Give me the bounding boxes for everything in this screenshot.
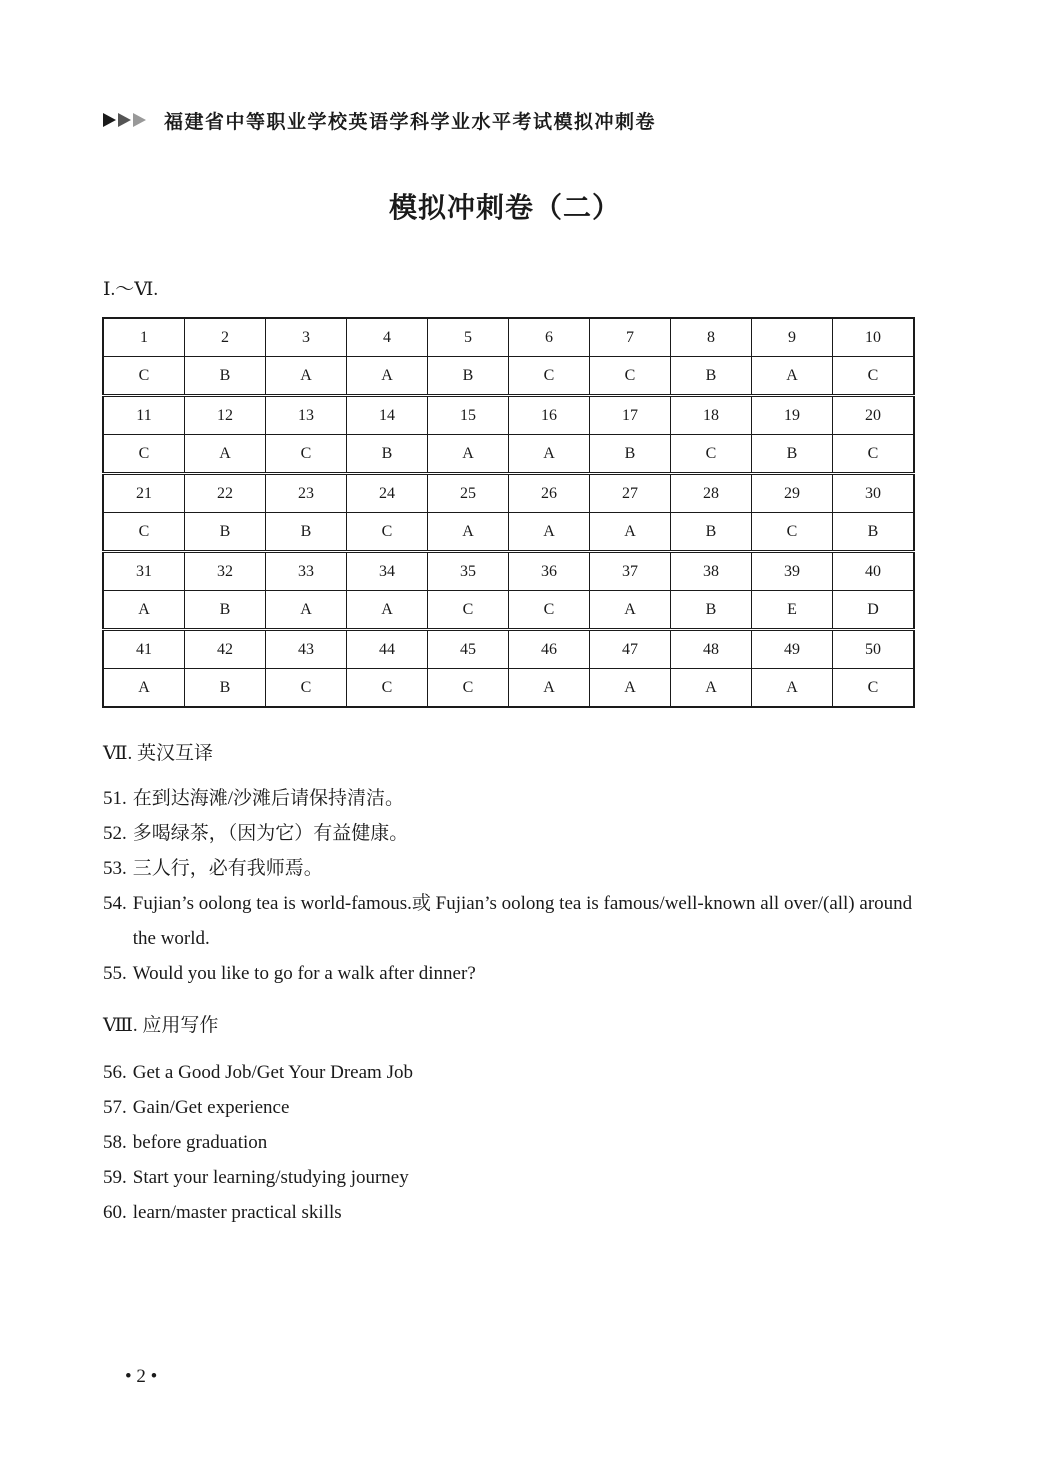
writing-list <box>103 1055 413 1230</box>
question-number-cell: 50 <box>833 630 915 669</box>
question-number-cell: 26 <box>509 474 590 513</box>
question-number-cell: 39 <box>752 552 833 591</box>
answer-cell: A <box>103 591 185 630</box>
answer-item <box>103 781 923 816</box>
answer-cell: B <box>185 669 266 708</box>
question-number-cell: 16 <box>509 396 590 435</box>
question-number-cell: 34 <box>347 552 428 591</box>
answer-cell: A <box>752 669 833 708</box>
question-number-cell: 38 <box>671 552 752 591</box>
question-number-cell: 47 <box>590 630 671 669</box>
answer-cell: C <box>671 435 752 474</box>
answer-cell: C <box>103 435 185 474</box>
answer-cell: A <box>103 669 185 708</box>
answer-cell: A <box>671 669 752 708</box>
question-number-cell: 12 <box>185 396 266 435</box>
item-text: Fujian’s oolong tea is world-famous.或 Fujian’s oolong tea is famous/well-known all over/(all) around the world. <box>132 893 913 949</box>
question-number-cell: 8 <box>671 318 752 357</box>
question-number-cell: 27 <box>590 474 671 513</box>
question-number-cell: 3 <box>266 318 347 357</box>
question-number-cell: 10 <box>833 318 915 357</box>
answer-cell: A <box>752 357 833 396</box>
answer-cell: A <box>266 591 347 630</box>
page-number: • 2 • <box>125 1366 158 1387</box>
question-number-cell: 2 <box>185 318 266 357</box>
item-text: Would you like to go for a walk after dinner? <box>132 963 476 984</box>
question-number-cell: 40 <box>833 552 915 591</box>
question-number-cell: 6 <box>509 318 590 357</box>
answer-cell: C <box>590 357 671 396</box>
question-number-cell: 22 <box>185 474 266 513</box>
answer-cell: E <box>752 591 833 630</box>
answer-item <box>103 851 923 886</box>
question-number-cell: 41 <box>103 630 185 669</box>
triple-arrow-icon <box>103 113 148 127</box>
answer-cell: B <box>671 357 752 396</box>
question-number-cell: 4 <box>347 318 428 357</box>
question-number-cell: 1 <box>103 318 185 357</box>
answer-cell: D <box>833 591 915 630</box>
section-label-translation: Ⅶ. 英汉互译 <box>103 743 214 764</box>
answer-cell: C <box>266 669 347 708</box>
item-number: 59. <box>103 1167 127 1188</box>
question-number-cell: 42 <box>185 630 266 669</box>
answer-cell: B <box>266 513 347 552</box>
answer-item <box>103 1090 413 1125</box>
answer-cell: A <box>590 513 671 552</box>
item-number: 58. <box>103 1132 127 1153</box>
item-number: 51. <box>103 788 127 809</box>
answer-cell: A <box>509 669 590 708</box>
answer-cell: A <box>266 357 347 396</box>
item-number: 52. <box>103 823 127 844</box>
answer-cell: C <box>509 591 590 630</box>
item-number: 60. <box>103 1202 127 1223</box>
answer-item <box>103 1160 413 1195</box>
item-text: Gain/Get experience <box>132 1097 290 1118</box>
question-number-cell: 20 <box>833 396 915 435</box>
answer-item <box>103 1055 413 1090</box>
question-number-cell: 32 <box>185 552 266 591</box>
question-number-row <box>103 630 914 669</box>
item-number: 54. <box>103 893 127 914</box>
answer-cell: C <box>509 357 590 396</box>
answer-cell: B <box>752 435 833 474</box>
answer-cell: C <box>833 357 915 396</box>
question-number-cell: 28 <box>671 474 752 513</box>
answer-row <box>103 435 914 474</box>
item-number: 56. <box>103 1062 127 1083</box>
item-text: learn/master practical skills <box>132 1202 342 1223</box>
question-number-row <box>103 318 914 357</box>
question-number-cell: 19 <box>752 396 833 435</box>
question-number-cell: 36 <box>509 552 590 591</box>
item-text: 三人行，必有我师焉。 <box>132 858 323 879</box>
item-text: Start your learning/studying journey <box>132 1167 409 1188</box>
question-number-cell: 23 <box>266 474 347 513</box>
answer-cell: A <box>590 591 671 630</box>
answer-item <box>103 1125 413 1160</box>
question-number-cell: 43 <box>266 630 347 669</box>
answer-cell: C <box>428 591 509 630</box>
answer-cell: C <box>833 435 915 474</box>
answer-cell: B <box>671 513 752 552</box>
page-title: 模拟冲刺卷（二） <box>388 193 621 224</box>
question-number-cell: 33 <box>266 552 347 591</box>
answer-item <box>103 816 923 851</box>
answer-cell: A <box>428 513 509 552</box>
answer-cell: A <box>509 513 590 552</box>
answer-key-table <box>102 317 915 708</box>
question-number-cell: 25 <box>428 474 509 513</box>
section-label-1-6: Ⅰ.～Ⅵ. <box>103 279 159 300</box>
answer-item <box>103 886 923 956</box>
question-number-cell: 11 <box>103 396 185 435</box>
answer-cell: B <box>185 513 266 552</box>
question-number-cell: 48 <box>671 630 752 669</box>
question-number-cell: 30 <box>833 474 915 513</box>
answer-cell: A <box>347 591 428 630</box>
answer-cell: B <box>347 435 428 474</box>
answer-row <box>103 669 914 708</box>
question-number-row <box>103 552 914 591</box>
item-text: 多喝绿茶，（因为它）有益健康。 <box>132 823 409 844</box>
question-number-cell: 35 <box>428 552 509 591</box>
translation-list <box>103 781 923 991</box>
question-number-cell: 44 <box>347 630 428 669</box>
answer-cell: C <box>103 513 185 552</box>
answer-cell: C <box>752 513 833 552</box>
section-label-writing: Ⅷ. 应用写作 <box>103 1015 219 1036</box>
answer-cell: C <box>428 669 509 708</box>
answer-cell: A <box>347 357 428 396</box>
answer-cell: C <box>347 513 428 552</box>
series-title: 福建省中等职业学校英语学科学业水平考试模拟冲刺卷 <box>164 111 657 133</box>
answer-row <box>103 513 914 552</box>
question-number-row <box>103 474 914 513</box>
question-number-cell: 29 <box>752 474 833 513</box>
answer-cell: C <box>347 669 428 708</box>
answer-row <box>103 357 914 396</box>
answer-cell: B <box>185 591 266 630</box>
question-number-cell: 24 <box>347 474 428 513</box>
answer-item <box>103 1195 413 1230</box>
question-number-cell: 15 <box>428 396 509 435</box>
question-number-cell: 18 <box>671 396 752 435</box>
answer-cell: B <box>185 357 266 396</box>
answer-cell: A <box>428 435 509 474</box>
question-number-cell: 49 <box>752 630 833 669</box>
item-number: 57. <box>103 1097 127 1118</box>
answer-cell: B <box>428 357 509 396</box>
question-number-cell: 14 <box>347 396 428 435</box>
item-number: 55. <box>103 963 127 984</box>
question-number-cell: 46 <box>509 630 590 669</box>
question-number-cell: 37 <box>590 552 671 591</box>
item-text: 在到达海滩/沙滩后请保持清洁。 <box>132 788 405 809</box>
answer-cell: A <box>185 435 266 474</box>
answer-cell: C <box>266 435 347 474</box>
answer-cell: C <box>103 357 185 396</box>
answer-row <box>103 591 914 630</box>
answer-cell: A <box>590 669 671 708</box>
item-number: 53. <box>103 858 127 879</box>
question-number-cell: 17 <box>590 396 671 435</box>
answer-cell: B <box>833 513 915 552</box>
answer-cell: B <box>671 591 752 630</box>
question-number-cell: 7 <box>590 318 671 357</box>
question-number-cell: 5 <box>428 318 509 357</box>
item-text: Get a Good Job/Get Your Dream Job <box>132 1062 413 1083</box>
item-text: before graduation <box>132 1132 268 1153</box>
answer-cell: C <box>833 669 915 708</box>
question-number-cell: 13 <box>266 396 347 435</box>
question-number-cell: 9 <box>752 318 833 357</box>
answer-item <box>103 956 923 991</box>
question-number-cell: 45 <box>428 630 509 669</box>
answer-cell: A <box>509 435 590 474</box>
answer-cell: B <box>590 435 671 474</box>
question-number-cell: 21 <box>103 474 185 513</box>
running-header <box>103 107 656 133</box>
question-number-cell: 31 <box>103 552 185 591</box>
question-number-row <box>103 396 914 435</box>
